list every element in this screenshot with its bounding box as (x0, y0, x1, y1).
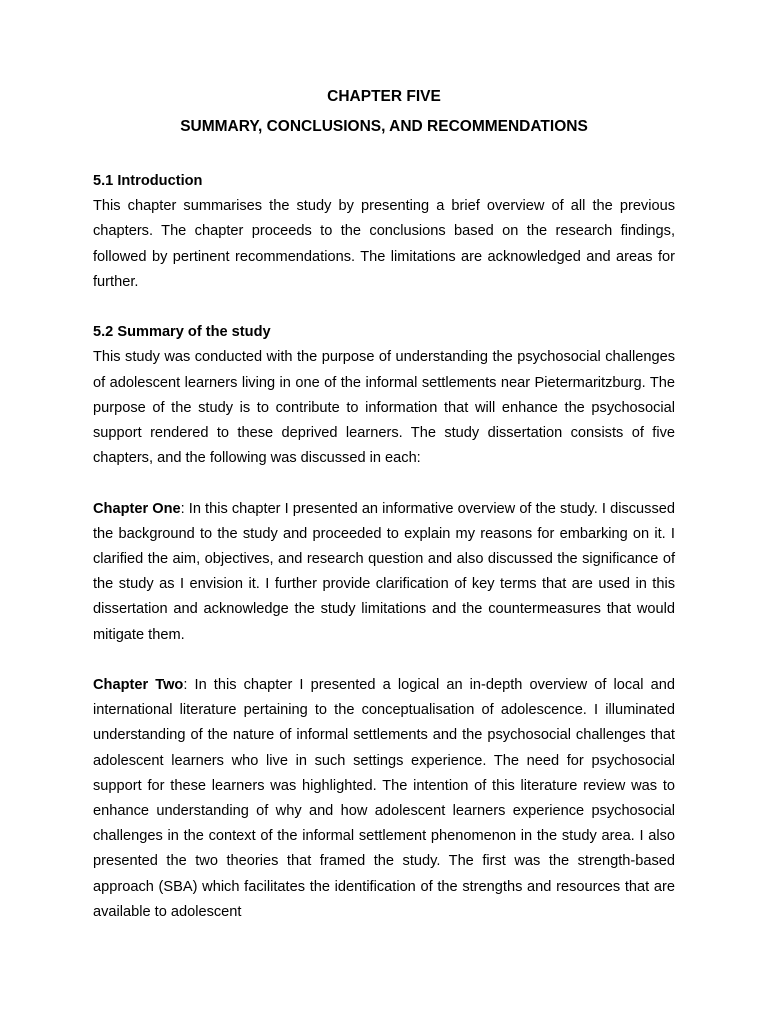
chapter-subtitle: SUMMARY, CONCLUSIONS, AND RECOMMENDATIONS (180, 118, 588, 135)
document-page (93, 86, 675, 925)
chapter-two-label: Chapter Two (93, 677, 184, 694)
chapter-title: CHAPTER FIVE (327, 88, 441, 105)
section-heading-introduction: 5.1 Introduction (93, 173, 203, 189)
chapter-one-paragraph (93, 497, 675, 648)
introduction-paragraph: This chapter summarises the study by presenting a brief overview of all the previous chapters. The chapter proceeds to the conclusions based on the research findings, followed by pertinent recommendations. The limitations are acknowledged and areas for further. (93, 198, 675, 290)
paragraph-gap (93, 471, 675, 496)
paragraph-gap (93, 295, 675, 320)
paragraph-gap (93, 648, 675, 673)
chapter-two-text: : In this chapter I presented a logical an in-depth overview of local and international literature pertaining to the conceptualisation of adolescence. I illuminated understanding of the nature of informal settlements and the psychosocial challenges that adolescent learners who live in such settings experience. The need for psychosocial support for these learners was highlighted. The intention of this literature review was to enhance understanding of why and how adolescent learners experience psychosocial challenges in the context of the informal settlement phenomenon in the study area. I also presented the two theories that framed the study. The first was the strength-based approach (SBA) which facilitates the identification of the strengths and resources that are available to adolescent (93, 677, 675, 920)
chapter-one-label: Chapter One (93, 500, 181, 517)
chapter-one-text: : In this chapter I presented an informative overview of the study. I discussed the background to the study and proceeded to explain my reasons for embarking on it. I clarified the aim, objectives, and research question and also discussed the significance of the study as I envision it. I further provide clarification of key terms that are used in this dissertation and acknowledge the study limitations and the countermeasures that would mitigate them. (93, 500, 675, 643)
section-heading-summary: 5.2 Summary of the study (93, 324, 271, 341)
chapter-two-paragraph (93, 673, 675, 925)
summary-paragraph: This study was conducted with the purpose of understanding the psychosocial challenges of adolescent learners living in one of the informal settlements near Pietermaritzburg. The purpose of the study is to contribute to information that will enhance the psychosocial support rendered to these deprived learners. The study dissertation consists of five chapters, and the following was discussed in each: (93, 349, 675, 467)
